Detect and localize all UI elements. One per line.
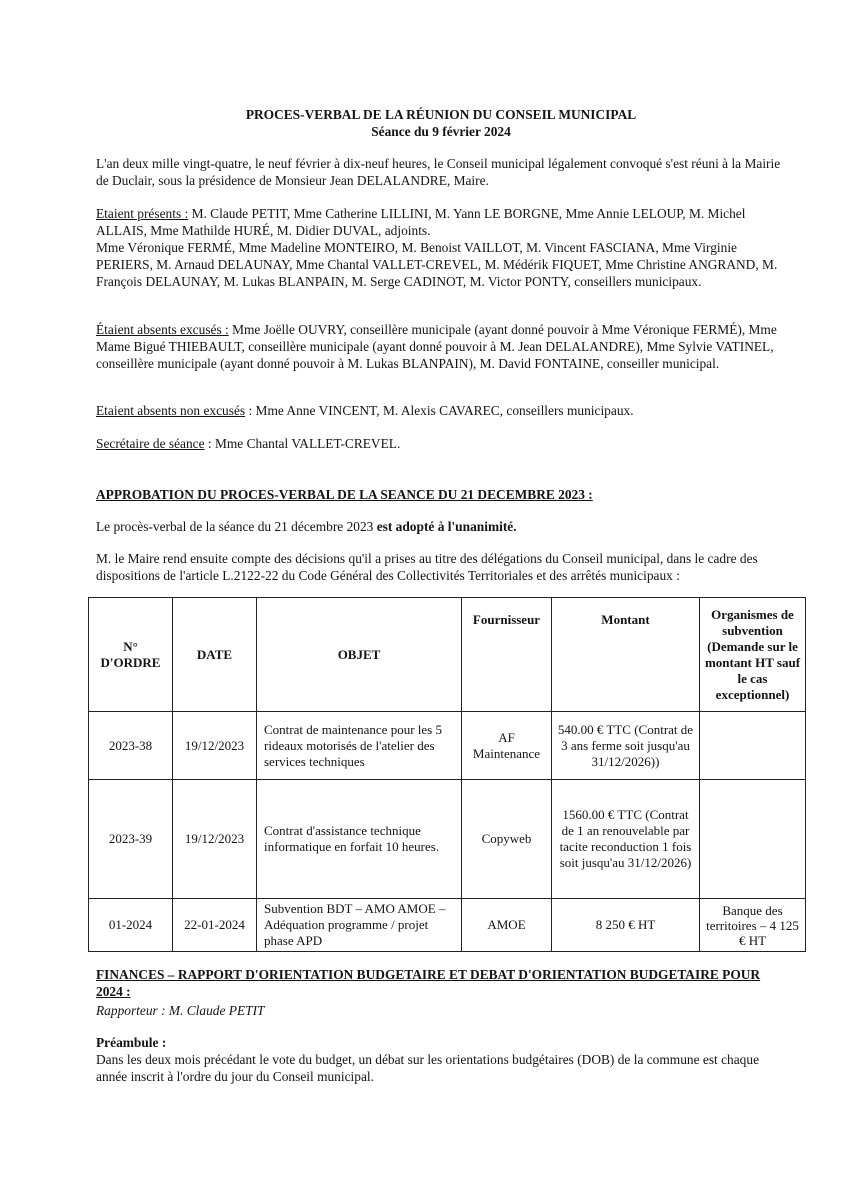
excuses-text: Mme Joëlle OUVRY, conseillère municipale (ayant donné pouvoir à Mme Véronique FERMÉ), Mme Mame Bigué THIEBAULT, conseillère municipale (ayant donné pouvoir à M. Jean DELALANDRE), Mme Sylvie VATINEL, conseillère municipale (ayant donné pouvoir à M. Lukas BLANPAIN), M. David FONTAINE, conseiller municipal.	[96, 322, 777, 371]
decisions-table	[88, 597, 806, 952]
cell-montant: 8 250 € HT	[552, 899, 700, 952]
secretaire-text: : Mme Chantal VALLET-CREVEL.	[204, 436, 401, 451]
non-excuses-label: Etaient absents non excusés	[96, 403, 246, 418]
presents-text: M. Claude PETIT, Mme Catherine LILLINI, M. Yann LE BORGNE, Mme Annie LELOUP, M. Michel ALLAIS, Mme Mathilde HURÉ, M. Didier DUVAL, adjoints.	[96, 206, 746, 238]
approbation-text: Le procès-verbal de la séance du 21 décembre 2023	[96, 519, 377, 534]
cell-montant: 1560.00 € TTC (Contrat de 1 an renouvelable par tacite reconduction 1 fois soit jusqu'au 31/12/2026)	[552, 780, 700, 899]
table-row	[89, 780, 806, 899]
delegations-paragraph: M. le Maire rend ensuite compte des décisions qu'il a prises au titre des délégations du Conseil municipal, dans le cadre des dispositions de l'article L.2122-22 du Code Général des Collectivités Territoriales et des arrêtés municipaux :	[96, 551, 758, 583]
presents-paragraph	[96, 205, 786, 290]
cell-montant: 540.00 € TTC (Contrat de 3 ans ferme soit jusqu'au 31/12/2026))	[552, 712, 700, 780]
secretaire-label: Secrétaire de séance	[96, 436, 205, 451]
cell-organisme: Banque des territoires – 4 125 € HT	[700, 899, 806, 952]
table-row	[89, 899, 806, 952]
approbation-paragraph	[96, 518, 786, 535]
cell-numero: 01-2024	[89, 899, 173, 952]
secretaire-paragraph	[96, 435, 786, 452]
column-header-organismes: Organismes de subvention (Demande sur le montant HT sauf le cas exceptionnel)	[700, 598, 806, 712]
column-header-date: DATE	[173, 598, 257, 712]
cell-fournisseur: AF Maintenance	[462, 712, 552, 780]
section-approbation-heading: APPROBATION DU PROCES-VERBAL DE LA SEANCE DU 21 DECEMBRE 2023 :	[96, 487, 593, 502]
section-finances-heading: FINANCES – RAPPORT D'ORIENTATION BUDGETAIRE ET DEBAT D'ORIENTATION BUDGETAIRE POUR 2024 :	[96, 967, 761, 999]
cell-objet: Contrat de maintenance pour les 5 rideaux motorisés de l'atelier des services techniques	[257, 712, 462, 780]
preambule-text: Dans les deux mois précédant le vote du budget, un débat sur les orientations budgétaires (DOB) de la commune est chaque année inscrit à l'ordre du jour du Conseil municipal.	[96, 1052, 760, 1084]
cell-fournisseur: AMOE	[462, 899, 552, 952]
cell-date: 19/12/2023	[173, 712, 257, 780]
presents-label: Etaient présents :	[96, 206, 189, 221]
excuses-label: Étaient absents excusés :	[96, 322, 229, 337]
excuses-paragraph	[96, 321, 786, 372]
column-header-fournisseur: Fournisseur	[462, 598, 552, 712]
cell-objet: Contrat d'assistance technique informatique en forfait 10 heures.	[257, 780, 462, 899]
column-header-numero: N° D'ORDRE	[89, 598, 173, 712]
table-header-row	[89, 598, 806, 712]
rapporteur-line: Rapporteur : M. Claude PETIT	[96, 1003, 265, 1018]
cell-date: 19/12/2023	[173, 780, 257, 899]
cell-organisme	[700, 780, 806, 899]
document-title: PROCES-VERBAL DE LA RÉUNION DU CONSEIL MUNICIPAL	[245, 107, 637, 122]
cell-date: 22-01-2024	[173, 899, 257, 952]
cell-numero: 2023-38	[89, 712, 173, 780]
presents-text-continued: Mme Véronique FERMÉ, Mme Madeline MONTEIRO, M. Benoist VAILLOT, M. Vincent FASCIANA, Mme Virginie PERIERS, M. Arnaud DELAUNAY, Mme Chantal VALLET-CREVEL, M. Médérik FIQUET, Mme Christine ANGRAND, M. François DELAUNAY, M. Lukas BLANPAIN, M. Serge CADINOT, M. Victor PONTY, conseillers municipaux.	[96, 240, 778, 289]
document-subtitle: Séance du 9 février 2024	[371, 124, 511, 139]
cell-fournisseur: Copyweb	[462, 780, 552, 899]
column-header-montant: Montant	[552, 598, 700, 712]
non-excuses-paragraph	[96, 402, 786, 419]
table-row	[89, 712, 806, 780]
cell-organisme	[700, 712, 806, 780]
cell-objet: Subvention BDT – AMO AMOE – Adéquation programme / projet phase APD	[257, 899, 462, 952]
column-header-objet: OBJET	[257, 598, 462, 712]
cell-numero: 2023-39	[89, 780, 173, 899]
preambule-title: Préambule :	[96, 1035, 167, 1050]
non-excuses-text: : Mme Anne VINCENT, M. Alexis CAVAREC, conseillers municipaux.	[245, 403, 634, 418]
intro-paragraph: L'an deux mille vingt-quatre, le neuf février à dix-neuf heures, le Conseil municipal légalement convoqué s'est réuni à la Mairie de Duclair, sous la présidence de Monsieur Jean DELALANDRE, Maire.	[96, 156, 781, 188]
approbation-result: est adopté à l'unanimité.	[376, 519, 517, 534]
